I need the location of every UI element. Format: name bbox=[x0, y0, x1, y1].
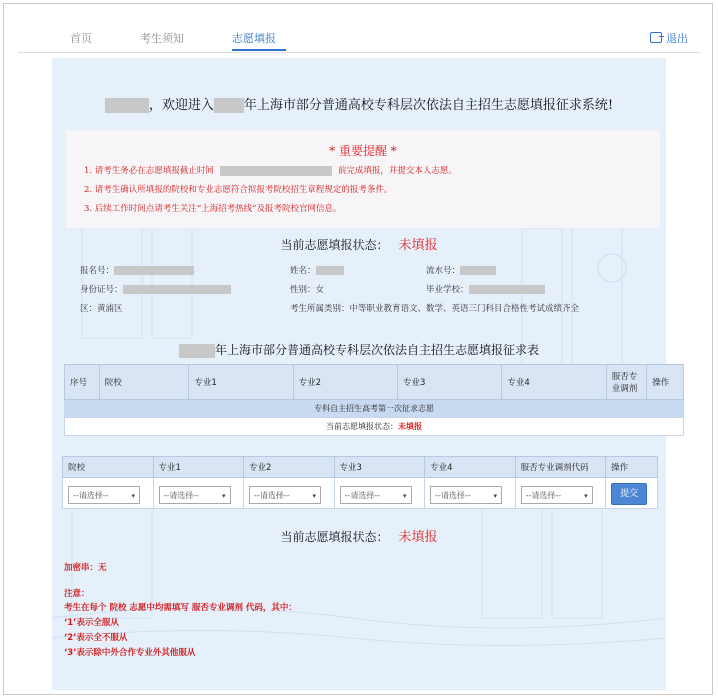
info-gender: 性别：女 bbox=[290, 285, 325, 295]
notice-line-2: 2. 请考生确认所填报的院校和专业志愿符合拟报考院校招生章程规定的报考条件。 bbox=[84, 185, 393, 195]
form-col-adjust: 服否专业调剂代码 bbox=[515, 457, 606, 478]
name-label: 姓名： bbox=[290, 266, 316, 276]
nav-apply[interactable]: 志愿填报 bbox=[232, 32, 276, 45]
notice-line-1b: 前完成填报，并提交本人志愿。 bbox=[337, 166, 457, 176]
redacted-name bbox=[105, 98, 149, 113]
status-bottom bbox=[52, 526, 666, 545]
info-school bbox=[426, 283, 545, 295]
notice-line-1a: 1. 请考生务必在志愿填报截止时间 bbox=[84, 166, 214, 176]
logout-label: 退出 bbox=[666, 32, 688, 45]
welcome-suffix: 年上海市部分普通高校专科层次依法自主招生志愿填报征求系统! bbox=[243, 98, 614, 113]
col-major1: 专业1 bbox=[189, 365, 293, 400]
nav-home[interactable]: 首页 bbox=[70, 32, 92, 45]
status-label-2: 当前志愿填报状态： bbox=[280, 530, 389, 544]
form-col-action: 操作 bbox=[606, 457, 658, 478]
info-reg-no bbox=[80, 264, 194, 276]
notes-line-2: ‘2’表示全不服从 bbox=[64, 633, 128, 643]
entry-form-table bbox=[62, 456, 658, 509]
table-section-row: 专科自主招生高考第一次征求志愿 bbox=[65, 400, 684, 418]
redacted-year-2 bbox=[179, 344, 215, 358]
redacted-year bbox=[214, 98, 244, 113]
table-status-value: 未填报 bbox=[398, 422, 422, 431]
notes-line-3: ‘3’表示除中外合作专业外其他服从 bbox=[64, 648, 196, 658]
logout-icon bbox=[650, 32, 662, 43]
redacted-deadline bbox=[220, 166, 332, 176]
welcome-banner bbox=[52, 94, 666, 113]
redacted-name-field bbox=[316, 266, 344, 275]
serial-no-label: 流水号： bbox=[426, 266, 461, 276]
form-col-major3: 专业3 bbox=[334, 457, 425, 478]
top-nav bbox=[18, 24, 700, 53]
cell-action bbox=[606, 478, 658, 509]
col-major3: 专业3 bbox=[398, 365, 502, 400]
school-select[interactable]: --请选择-- ▾ bbox=[68, 486, 140, 504]
cell-major4 bbox=[425, 478, 516, 509]
col-action: 操作 bbox=[647, 365, 684, 400]
major1-select[interactable]: --请选择-- ▾ bbox=[159, 486, 231, 504]
notice-line-1 bbox=[84, 164, 457, 176]
adjust-select[interactable]: --请选择-- ▾ bbox=[521, 486, 593, 504]
col-school: 院校 bbox=[99, 365, 189, 400]
submit-button[interactable]: 提交 bbox=[611, 483, 647, 505]
status-value-2: 未填报 bbox=[398, 530, 438, 545]
status-value: 未填报 bbox=[398, 238, 438, 253]
notes-line-1: ‘1’表示全服从 bbox=[64, 618, 119, 628]
table-title-text: 年上海市部分普通高校专科层次依法自主招生志愿填报征求表 bbox=[214, 343, 539, 357]
redacted-school bbox=[469, 285, 545, 294]
main-panel bbox=[52, 58, 670, 690]
status-top bbox=[52, 234, 666, 253]
form-col-major1: 专业1 bbox=[153, 457, 244, 478]
id-no-label: 身份证号： bbox=[80, 285, 123, 295]
col-major2: 专业2 bbox=[293, 365, 397, 400]
reg-no-label: 报名号： bbox=[80, 266, 115, 276]
form-table-title bbox=[52, 341, 666, 358]
cell-school bbox=[63, 478, 154, 509]
col-major4: 专业4 bbox=[502, 365, 606, 400]
notes-title: 注意： bbox=[64, 589, 90, 599]
major3-select[interactable]: --请选择-- ▾ bbox=[340, 486, 412, 504]
logout-button[interactable] bbox=[650, 30, 688, 46]
status-label: 当前志愿填报状态： bbox=[280, 238, 389, 252]
cell-major1 bbox=[153, 478, 244, 509]
table-status-row bbox=[65, 418, 684, 436]
col-adjust: 服否专业调剂 bbox=[606, 365, 647, 400]
nav-active-underline bbox=[232, 49, 286, 51]
form-col-major2: 专业2 bbox=[244, 457, 335, 478]
notice-line-3: 3. 后续工作时间点请考生关注“上海招考热线”及报考院校官网信息。 bbox=[84, 204, 342, 214]
col-no: 序号 bbox=[65, 365, 100, 400]
redacted-serial-no bbox=[460, 266, 496, 275]
major4-select[interactable]: --请选择-- ▾ bbox=[430, 486, 502, 504]
school-label: 毕业学校： bbox=[426, 285, 469, 295]
form-col-major4: 专业4 bbox=[425, 457, 516, 478]
redacted-reg-no bbox=[114, 266, 194, 275]
info-name bbox=[290, 264, 344, 276]
info-category: 考生所属类别：中等职业教育语文、数学、英语三门科目合格性考试成绩齐全 bbox=[290, 304, 580, 314]
info-district: 区：黄浦区 bbox=[80, 304, 123, 314]
cell-adjust bbox=[515, 478, 606, 509]
info-id-no bbox=[80, 283, 231, 295]
cell-major2 bbox=[244, 478, 335, 509]
important-notice bbox=[66, 130, 660, 228]
welcome-prefix: ，欢迎进入 bbox=[148, 98, 214, 113]
redacted-id-no bbox=[123, 285, 231, 294]
application-table bbox=[64, 364, 684, 436]
form-col-school: 院校 bbox=[63, 457, 154, 478]
notes-line-0: 考生在每个 院校 志愿中均需填写 服否专业调剂 代码，其中： bbox=[64, 603, 297, 613]
major2-select[interactable]: --请选择-- ▾ bbox=[249, 486, 321, 504]
cell-major3 bbox=[334, 478, 425, 509]
encryption-string: 加密串：无 bbox=[64, 563, 107, 573]
info-serial-no bbox=[426, 264, 496, 276]
notice-title: * 重要提醒 * bbox=[329, 144, 397, 158]
table-status-label: 当前志愿填报状态： bbox=[326, 422, 398, 431]
nav-notice[interactable]: 考生须知 bbox=[140, 32, 184, 45]
